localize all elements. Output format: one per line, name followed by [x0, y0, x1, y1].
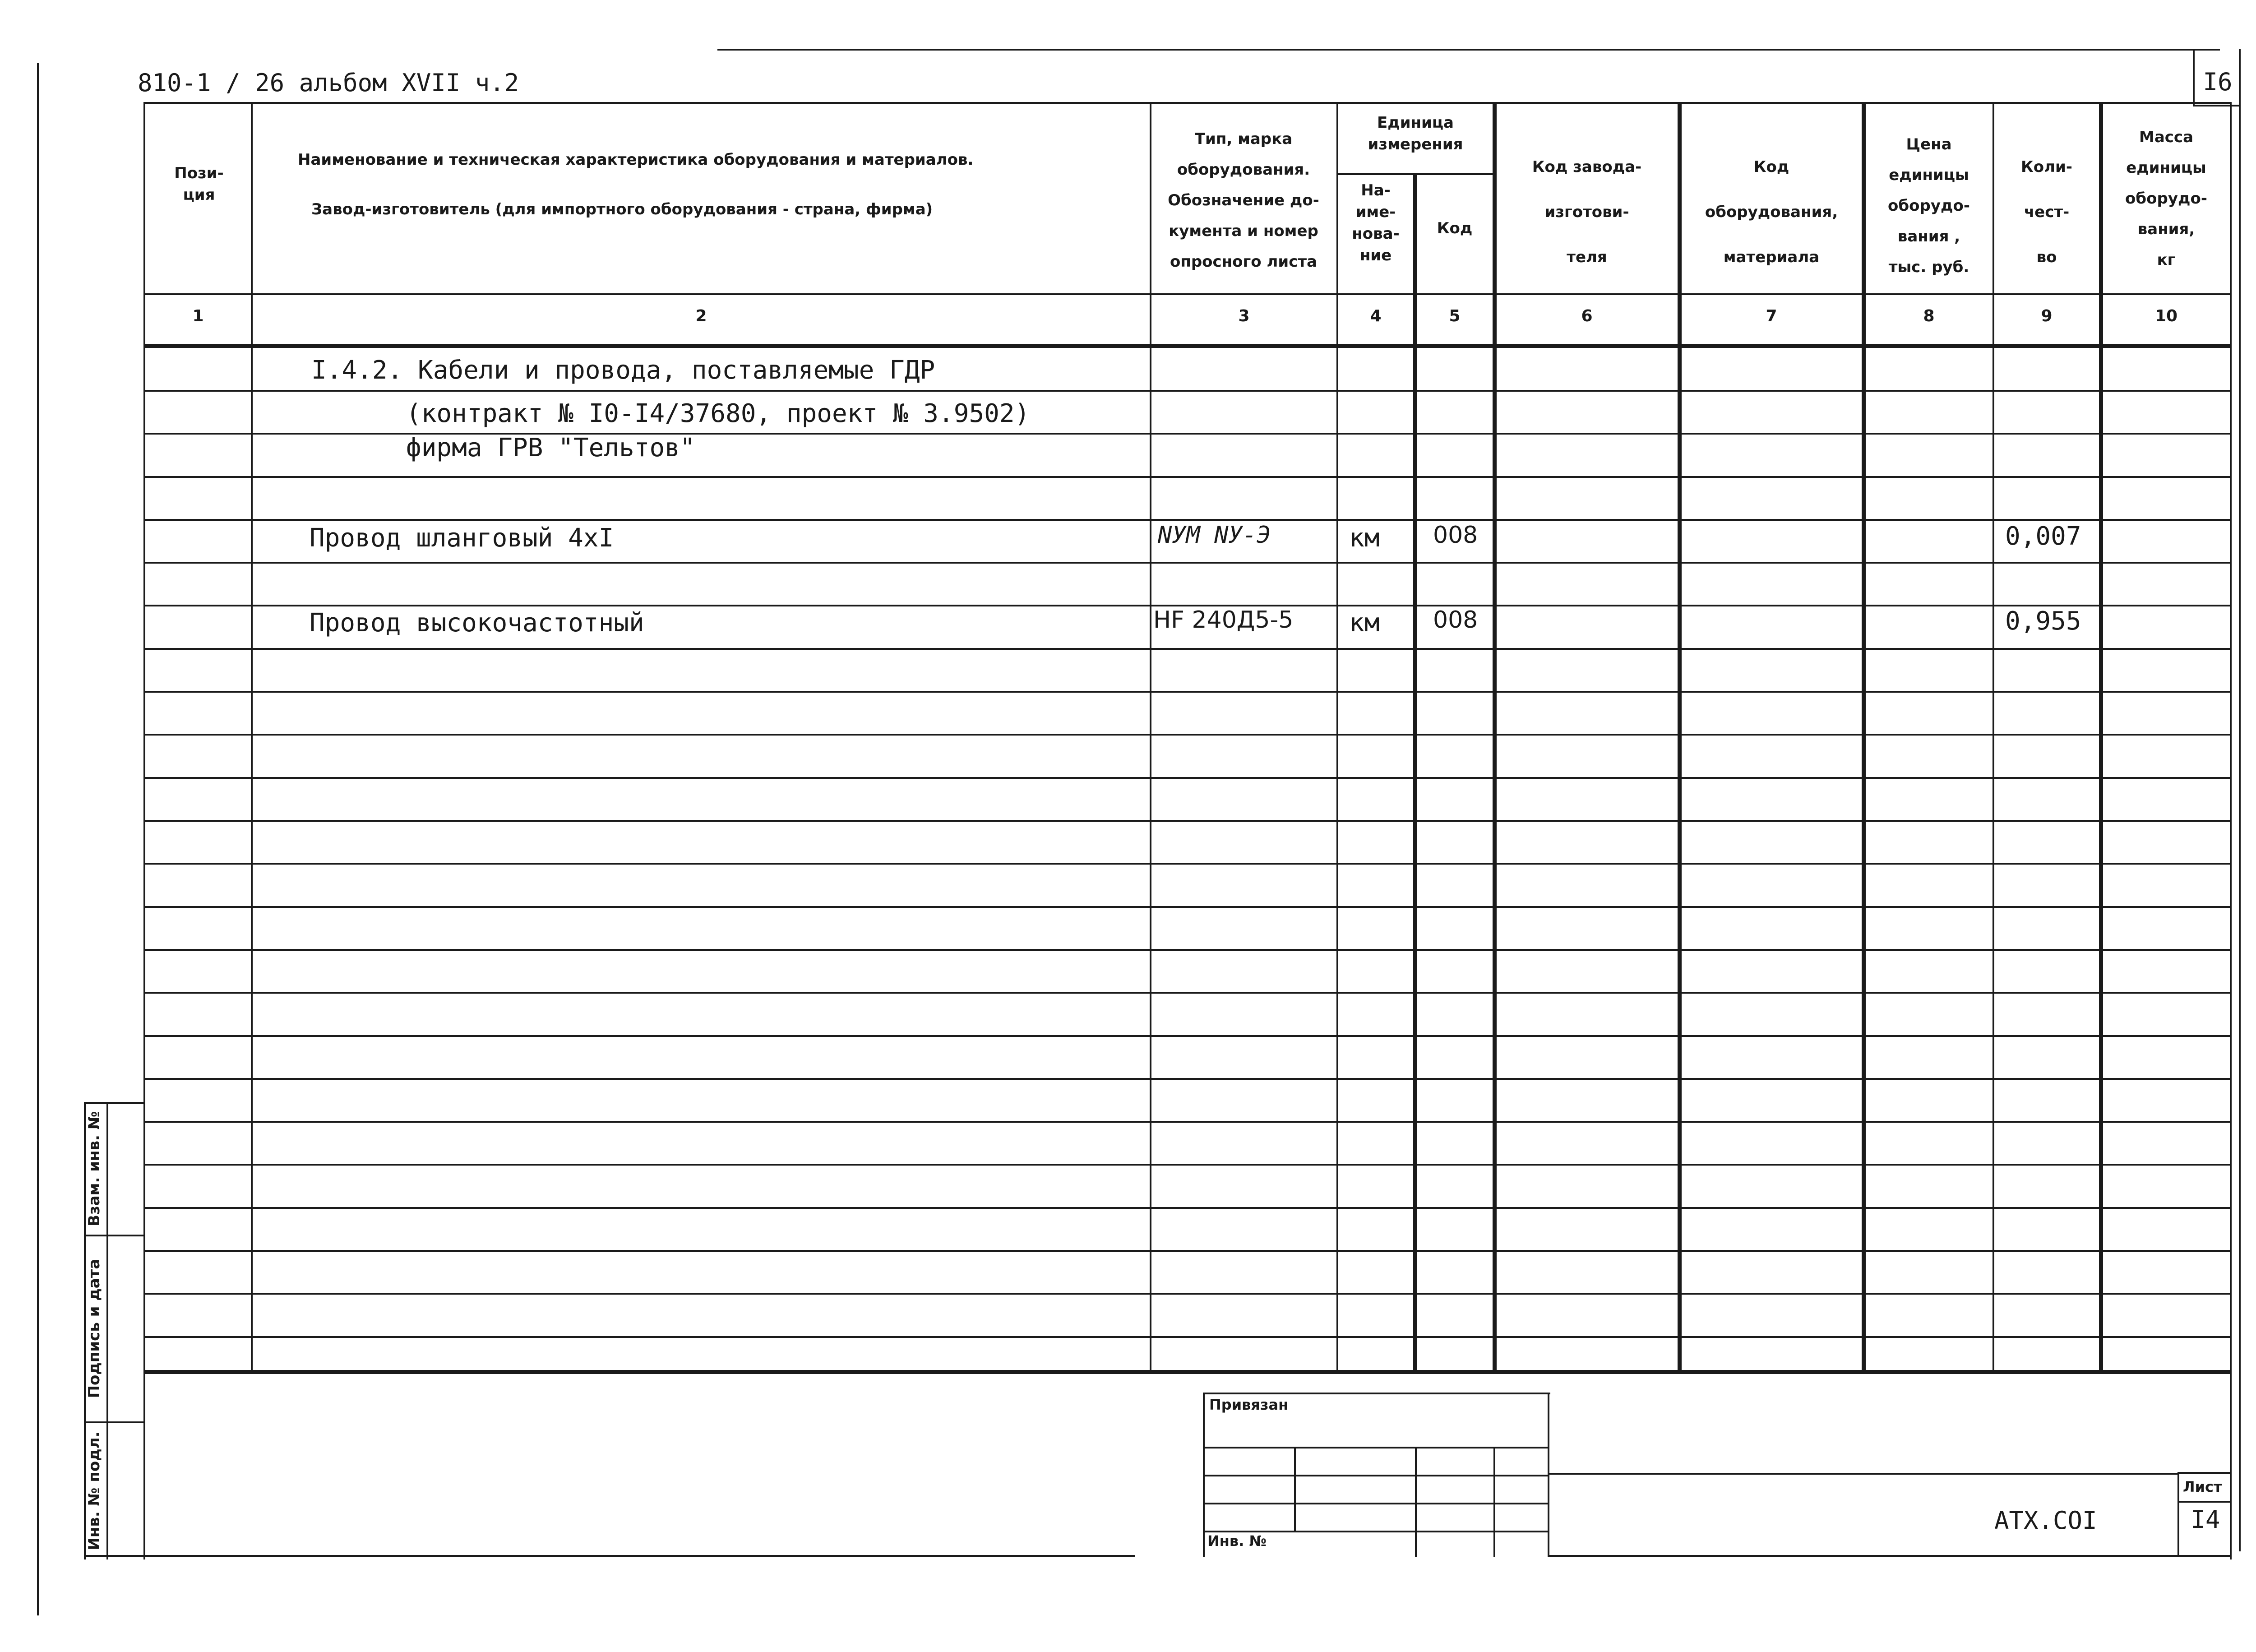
body-row-line: [143, 1078, 2230, 1080]
album-reference: 810-1 / 26 альбом XVII ч.2: [138, 69, 519, 97]
header-equipment-code: Код оборудования, материала: [1705, 158, 1838, 266]
colnum-3: 3: [1238, 307, 1250, 325]
row1-type: NУМ NУ-Э: [1158, 522, 1271, 549]
col-sep-2-3: [1150, 102, 1151, 1372]
col-sep-3-4: [1336, 102, 1338, 1372]
table-bottom-line: [143, 1370, 2230, 1374]
colnum-1: 1: [192, 307, 204, 325]
side-label-vzam: Взам. инв. №: [85, 1111, 103, 1226]
body-row-line: [143, 1293, 2230, 1295]
row2-type: HF 240Д5-5: [1153, 606, 1294, 634]
body-row-line: [143, 1336, 2230, 1338]
side-label-podpis: Подпись и дата: [85, 1259, 103, 1398]
body-row-line: [143, 691, 2230, 693]
header-factory-code: Код завода- изготови- теля: [1532, 158, 1642, 266]
body-row-line: [143, 906, 2230, 908]
document-code: АТХ.СОI: [1994, 1506, 2097, 1535]
col-sep-9-10: [2099, 102, 2103, 1372]
row2-quantity: 0,955: [2005, 606, 2081, 636]
list-box-left: [2177, 1472, 2179, 1557]
header-position: Пози- ция: [174, 164, 224, 204]
privyazan-col2: [1415, 1447, 1417, 1557]
header-unit-price: Цена единицы оборудо- вания , тыс. руб.: [1888, 135, 1970, 276]
body-row-line: [143, 992, 2230, 994]
section-firm: фирма ГРВ "Тельтов": [406, 433, 695, 463]
row2-name: Провод высокочастотный: [310, 608, 644, 638]
header-quantity: Коли- чест- во: [2021, 158, 2072, 266]
body-row-line: [143, 820, 2230, 822]
privyazan-label: Привязан: [1209, 1396, 1289, 1413]
privyazan-col3: [1493, 1447, 1495, 1557]
list-number: I4: [2191, 1505, 2220, 1534]
stamp-bottom-line-right: [1548, 1555, 2232, 1557]
privyazan-row3: [1203, 1503, 1549, 1504]
table-top-line: [143, 102, 2230, 104]
body-row-line: [143, 1207, 2230, 1209]
row1-name: Провод шланговый 4хI: [310, 523, 614, 553]
privyazan-row2: [1203, 1475, 1549, 1476]
body-row-line: [143, 648, 2230, 650]
header-bottom-line: [143, 293, 2230, 295]
section-title: I.4.2. Кабели и провода, поставляемые ГДР: [311, 356, 935, 385]
header-unit-mass: Масса единицы оборудо- вания, кг: [2125, 128, 2207, 269]
body-row-line: [143, 1121, 2230, 1123]
header-name-line2: Завод-изготовитель (для импортного оборудования - страна, фирма): [311, 200, 933, 218]
list-box-mid: [2177, 1501, 2231, 1503]
inv-no-label: Инв. №: [1207, 1532, 1267, 1550]
colnum-7: 7: [1766, 307, 1777, 325]
colnum-5: 5: [1449, 307, 1461, 325]
privyazan-row1: [1203, 1447, 1549, 1448]
column-numbers-bottom-line: [143, 344, 2230, 348]
body-row-line: [143, 1035, 2230, 1037]
row1-code: 008: [1433, 522, 1478, 549]
row1-unit: км: [1349, 523, 1380, 553]
page-box-bottom: [2193, 105, 2240, 106]
colnum-9: 9: [2041, 307, 2053, 325]
col-sep-6-7: [1678, 102, 1682, 1372]
row1-quantity: 0,007: [2005, 522, 2081, 551]
doc-code-line: [1548, 1473, 2179, 1475]
body-row-line: [143, 777, 2230, 779]
header-unit-name: На- име- нова- ние: [1352, 181, 1400, 264]
body-row-line: [143, 476, 2230, 478]
header-unit-group: Единица измерения: [1368, 114, 1463, 153]
left-margin-line: [37, 63, 39, 1615]
col-sep-8-9: [1992, 102, 1994, 1372]
right-frame-line: [2239, 49, 2241, 1551]
col-sep-4-5: [1413, 173, 1417, 1372]
stamp-bottom-line: [84, 1555, 1135, 1557]
header-name-line1: Наименование и техническая характеристика оборудования и материалов.: [298, 151, 974, 169]
body-row-line: [143, 519, 2230, 521]
body-row-line: [143, 562, 2230, 564]
body-row-line: [143, 949, 2230, 951]
top-frame-line: [717, 49, 2220, 51]
header-unit-code: Код: [1437, 219, 1473, 237]
list-box-top: [2177, 1472, 2231, 1474]
row2-unit: км: [1349, 608, 1380, 638]
colnum-8: 8: [1923, 307, 1935, 325]
col-sep-7-8: [1862, 102, 1866, 1372]
list-label: Лист: [2183, 1478, 2222, 1495]
colnum-6: 6: [1581, 307, 1593, 325]
body-row-line: [143, 863, 2230, 865]
table-right-line: [2230, 102, 2232, 1559]
body-row-line: [143, 390, 2230, 392]
row2-code: 008: [1433, 606, 1478, 634]
col-sep-1-2: [251, 102, 253, 1372]
body-row-line: [143, 734, 2230, 736]
colnum-10: 10: [2154, 307, 2178, 325]
privyazan-col1: [1294, 1447, 1296, 1531]
body-row-line: [143, 1250, 2230, 1252]
side-stamp-mid: [106, 1102, 108, 1559]
colnum-2: 2: [695, 307, 707, 325]
page-number: I6: [2203, 68, 2233, 96]
page-box-left: [2193, 49, 2195, 106]
side-label-inv: Инв. № подл.: [85, 1431, 103, 1550]
body-row-line: [143, 1164, 2230, 1166]
col-sep-5-6: [1493, 102, 1497, 1372]
header-type: Тип, марка оборудования. Обозначение до- кумента и номер опросного листа: [1168, 130, 1319, 271]
section-contract: (контракт № I0-I4/37680, проект № 3.9502): [406, 399, 1030, 428]
privyazan-top: [1203, 1393, 1550, 1394]
colnum-4: 4: [1370, 307, 1382, 325]
